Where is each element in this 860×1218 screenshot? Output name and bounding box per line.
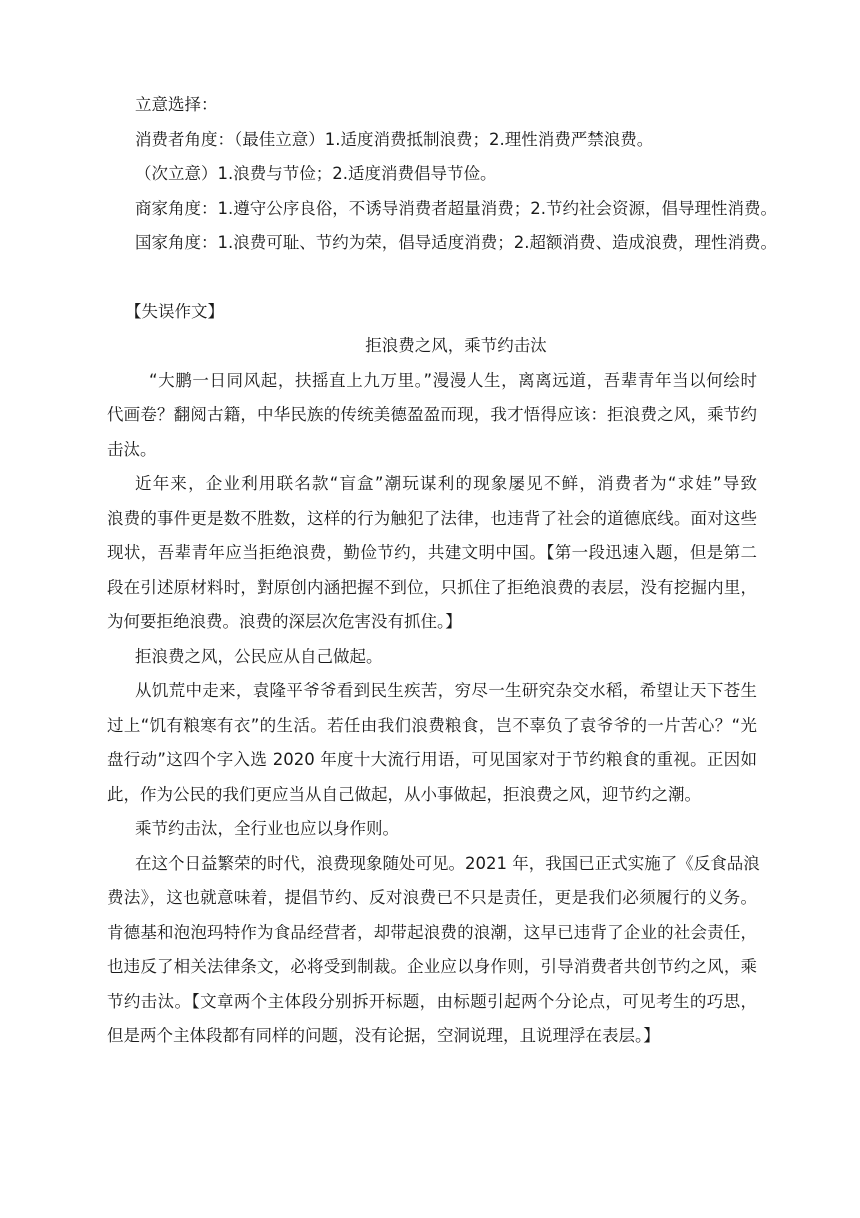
essay-heading: 【失误作文】 [125,301,224,321]
section-label: 立意选择： [135,95,218,114]
paragraph-line: 肯德基和泡泡玛特作为食品经营者，却带起浪费的浪潮，这早已违背了企业的社会责任， [107,922,757,942]
paragraph-line: 近年来，企业利用联名款“盲盒”潮玩谋利的现象屡见不鲜，消费者为“求娃”导致 [135,474,757,493]
paragraph-line: 击汰。 [107,439,157,459]
consumer-angle-line: 消费者角度：（最佳立意）1.适度消费抵制浪费；2.理性消费严禁浪费。 [135,129,654,149]
paragraph-line: 从饥荒中走来，袁隆平爷爷看到民生疾苦，穷尽一生研究杂交水稻，希望让天下苍生 [135,681,757,700]
nation-angle-line: 国家角度：1.浪费可耻、节约为荣，倡导适度消费；2.超额消费、造成浪费，理性消费。 [135,233,777,252]
document-page [107,88,777,1054]
paragraph-line: 费法》，这也就意味着，提倡节约、反对浪费已不只是责任，更是我们必须履行的义务。 [107,888,757,907]
secondary-angle-line: （次立意）1.浪费与节俭；2.适度消费倡导节俭。 [135,164,497,183]
paragraph-line: 但是两个主体段都有同样的问题，没有论据，空洞说理，且说理浮在表层。】 [107,1026,660,1045]
paragraph-line: 段在引述原材料时，對原创内涵把握不到位，只抓住了拒绝浪费的表层，没有挖掘内里， [107,577,757,597]
paragraph-line: 在这个日益繁荣的时代，浪费现象随处可见。2021 年，我国已正式实施了《反食品浪 [135,853,760,873]
paragraph-line: 浪费的事件更是数不胜数，这样的行为触犯了法律，也违背了社会的道德底线。面对这些 [107,508,757,528]
paragraph-line: 过上“饥有粮寒有衣”的生活。若任由我们浪费粮食，岂不辜负了袁爷爷的一片苦心？“光 [107,715,757,735]
paragraph-line: 此，作为公民的我们更应当从自己做起，从小事做起，拒浪费之风，迎节约之潮。 [107,784,701,804]
paragraph-line: 盘行动”这四个字入选 2020 年度十大流行用语，可见国家对于节约粮食的重视。正因如 [107,750,757,769]
subtopic-line: 乘节约击汰，全行业也应以身作则。 [135,819,399,838]
paragraph-line: 为何要拒绝浪费。浪费的深层次危害没有抓住。】 [107,612,462,631]
paragraph-line: 代画卷？翻阅古籍，中华民族的传统美德盈盈而现，我才悟得应该：拒浪费之风，乘节约 [107,405,757,424]
paragraph-line: “大鹏一日同风起，扶摇直上九万里。”漫漫人生，离离远道，吾辈青年当以何绘时 [149,370,757,390]
paragraph-line: 节约击汰。【文章两个主体段分别拆开标题，由标题引起两个分论点，可见考生的巧思， [107,991,757,1011]
paragraph-line: 现状，吾辈青年应当拒绝浪费，勤俭节约，共建文明中国。【第一段迅速入题，但是第二 [107,543,757,562]
essay-title: 拒浪费之风，乘节约击汰 [365,336,547,355]
spacer [107,261,757,295]
paragraph-line: 也违反了相关法律条文，必将受到制裁。企业应以身作则，引导消费者共创节约之风，乘 [107,957,757,976]
merchant-angle-line: 商家角度：1.遵守公序良俗，不诱导消费者超量消费；2.节约社会资源，倡导理性消费。 [135,198,777,218]
subtopic-line: 拒浪费之风，公民应从自己做起。 [135,646,383,666]
